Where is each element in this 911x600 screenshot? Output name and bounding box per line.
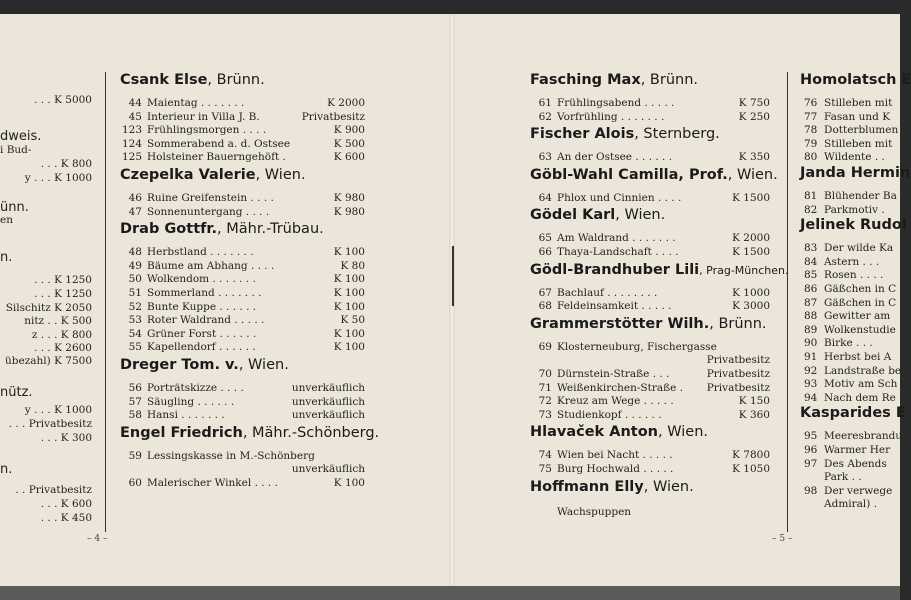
partial-line: . . . K 1250 xyxy=(34,274,92,286)
entry-title: Herbstland . . . . . . . xyxy=(147,246,254,259)
partial-line: 83 Der wilde Ka xyxy=(804,242,894,255)
entry-price: K 100 xyxy=(333,341,365,354)
entry-number: 44 xyxy=(128,97,142,109)
entry-price: K 100 xyxy=(333,273,365,286)
entry-title: Sommerabend a. d. Ostsee xyxy=(147,137,291,150)
entry-title: Säugling . . . . . . xyxy=(147,395,235,408)
entry-price: K 980 xyxy=(333,205,365,218)
entry-number: 73 xyxy=(538,408,552,421)
catalog-entry xyxy=(530,409,770,423)
artist-place: , Brünn. xyxy=(640,72,698,88)
entry-number: 123 xyxy=(121,124,142,137)
page-number-right: – 5 – xyxy=(772,534,793,544)
catalog-entry xyxy=(120,111,365,125)
entry-number: 70 xyxy=(538,368,552,380)
catalog-entry xyxy=(120,409,365,423)
partial-line: 90 Birke . . . xyxy=(804,337,873,350)
artist-place: , Wien. xyxy=(643,478,694,495)
partial-line: . . . K 600 xyxy=(40,498,92,510)
catalog-entry xyxy=(530,287,770,301)
entry-number: 61 xyxy=(538,97,552,109)
partial-line: 95 Meeresbrandu xyxy=(804,430,903,443)
partial-line: 79 Stilleben mit xyxy=(804,137,893,150)
partial-line: 80 Wildente . . xyxy=(804,151,885,164)
entry-number: 51 xyxy=(128,287,142,299)
partial-line: . . . K 5000 xyxy=(34,94,92,106)
partial-line: 86 Gäßchen in C xyxy=(804,283,897,295)
artist-place: , Mähr.-Schönberg. xyxy=(242,424,380,441)
artist-heading xyxy=(530,424,708,440)
entry-title: Feldeinsamkeit . . . . . xyxy=(557,300,672,313)
entry-title: Bunte Kuppe . . . . . . xyxy=(147,300,257,313)
entry-price: K 980 xyxy=(333,192,365,204)
artist-place: , Mähr.-Trübau. xyxy=(217,221,324,238)
entry-continuation xyxy=(120,463,365,477)
entry-title: Bachlauf . . . . . . . . xyxy=(557,286,658,299)
entry-price: Privatbesitz xyxy=(301,110,365,123)
partial-line: dweis. xyxy=(0,129,42,144)
partial-line: Admiral) . xyxy=(804,498,878,511)
catalog-entry xyxy=(120,151,365,165)
entry-number: 69 xyxy=(538,340,552,353)
catalog-entry xyxy=(120,246,365,260)
entry-title: Porträtskizze . . . . xyxy=(147,382,244,394)
catalog-entry xyxy=(120,206,365,220)
entry-price: K 1000 xyxy=(732,286,770,299)
entry-number: 57 xyxy=(128,395,142,408)
artist-heading xyxy=(120,167,306,183)
entry-price: K 1500 xyxy=(732,246,770,258)
catalog-entry xyxy=(120,273,365,287)
artist-name: Czepelka Valerie xyxy=(120,167,256,183)
partial-line: 87 Gäßchen in C xyxy=(804,296,897,309)
artist-name: Csank Else xyxy=(120,72,208,88)
entry-title: Kapellendorf . . . . . . xyxy=(147,341,256,354)
entry-number: 60 xyxy=(128,477,142,489)
catalog-entry xyxy=(120,138,365,152)
partial-line: Park . . xyxy=(804,471,862,484)
artist-name: Göbl-Wahl Camilla, Prof. xyxy=(530,166,728,183)
catalog-entry xyxy=(530,368,770,382)
partial-line: 82 Parkmotiv . xyxy=(804,203,885,216)
entry-number: 71 xyxy=(538,381,552,394)
entry-title: Frühlingsabend . . . . . xyxy=(557,97,675,109)
partial-line: nütz. xyxy=(0,385,33,400)
entry-title: Roter Waldrand . . . . . xyxy=(147,314,265,327)
entry-number: 54 xyxy=(128,327,142,340)
partial-line: nitz . . K 500 xyxy=(24,315,92,327)
entry-number: 53 xyxy=(128,314,142,327)
catalog-entry xyxy=(530,192,770,206)
entry-price: K 7800 xyxy=(732,449,770,462)
entry-number: 47 xyxy=(128,205,142,218)
partial-line: 85 Rosen . . . . xyxy=(804,269,884,282)
catalog-entry xyxy=(530,463,770,477)
entry-number: 72 xyxy=(538,395,552,408)
entry-continuation xyxy=(530,354,770,368)
partial-line: ünn. xyxy=(0,200,29,215)
artist-name: Gödl-Brandhuber Lili xyxy=(530,261,700,278)
entry-number: 66 xyxy=(538,246,552,258)
scan-border xyxy=(0,586,900,600)
entry-title: Studienkopf . . . . . . xyxy=(557,408,662,421)
entry-number: 59 xyxy=(128,449,142,462)
artist-name: Hoffmann Elly xyxy=(530,478,644,495)
artist-heading xyxy=(120,425,379,441)
entry-title: Interieur in Villa J. B. xyxy=(147,110,260,123)
artist-place: , Brünn. xyxy=(207,72,265,88)
entry-title: Lessingskasse in M.-Schönberg xyxy=(147,449,315,462)
entry-number: 64 xyxy=(538,191,552,204)
artist-heading: Homolatsch E xyxy=(800,72,911,88)
artist-heading xyxy=(120,221,324,237)
entry-price: K 1500 xyxy=(732,191,770,204)
entry-number: 56 xyxy=(128,382,142,394)
artist-place: , Wien. xyxy=(615,207,666,224)
artist-place: , Prag-München. xyxy=(699,263,789,277)
entry-title: Sommerland . . . . . . . xyxy=(147,287,262,299)
catalog-entry xyxy=(120,192,365,206)
page-number-left: – 4 – xyxy=(87,534,108,544)
entry-title: Hansi . . . . . . . xyxy=(147,409,225,422)
entry-title: Phlox und Cinnien . . . . xyxy=(557,191,682,204)
entry-title: Ruine Greifenstein . . . . xyxy=(147,192,274,204)
artist-heading xyxy=(530,126,720,142)
entry-number: 46 xyxy=(128,192,142,204)
right-partial-column xyxy=(800,0,911,560)
catalog-entry xyxy=(120,314,365,328)
entry-title: Klosterneuburg, Fischergasse xyxy=(557,340,717,353)
entry-number: 50 xyxy=(128,273,142,286)
entry-title: Weißenkirchen-Straße . xyxy=(557,381,683,394)
catalog-entry xyxy=(530,97,770,111)
entry-title: Wolkendom . . . . . . . xyxy=(147,273,256,286)
catalog-entry xyxy=(120,287,365,301)
catalog-entry xyxy=(530,449,770,463)
catalog-entry xyxy=(530,300,770,314)
entry-title: Dürnstein-Straße . . . xyxy=(557,368,670,380)
partial-line: n. xyxy=(0,462,13,477)
entry-price: K 750 xyxy=(738,97,770,109)
catalog-entry xyxy=(530,151,770,165)
entry-number: 74 xyxy=(538,449,552,462)
entry-price: K 500 xyxy=(333,137,365,150)
entry-title: Bäume am Abhang . . . . xyxy=(147,259,275,272)
entry-title: Kreuz am Wege . . . . . xyxy=(557,395,674,408)
artist-name: Engel Friedrich xyxy=(120,424,243,441)
artist-name: Fischer Alois xyxy=(530,126,635,143)
partial-line: 89 Wolkenstudie xyxy=(804,323,896,336)
partial-line: 96 Warmer Her xyxy=(804,444,891,456)
artist-note: Wachspuppen xyxy=(557,505,632,518)
partial-line: 81 Blühender Ba xyxy=(804,190,897,202)
partial-line: 92 Landstraße be xyxy=(804,364,902,377)
partial-line: Silschitz K 2050 xyxy=(5,302,92,314)
artist-name: Dreger Tom. v. xyxy=(120,357,239,373)
catalog-entry xyxy=(530,395,770,409)
catalog-entry xyxy=(120,396,365,410)
catalog-entry xyxy=(530,382,770,396)
entry-number: 45 xyxy=(128,110,142,123)
partial-line: 97 Des Abends xyxy=(804,457,887,470)
artist-name: Drab Gottfr. xyxy=(120,221,218,238)
entry-price: K 1050 xyxy=(732,463,770,475)
partial-line: i Bud- xyxy=(0,144,32,156)
partial-line: 77 Fasan und K xyxy=(804,110,891,123)
entry-number: 62 xyxy=(538,110,552,123)
catalog-entry xyxy=(120,260,365,274)
entry-price: K 150 xyxy=(738,395,770,408)
column-rule-left xyxy=(105,72,106,532)
catalog-entry xyxy=(120,450,365,464)
entry-price: K 3000 xyxy=(732,300,770,313)
entry-price: unverkäuflich xyxy=(291,463,365,476)
entry-number: 52 xyxy=(128,300,142,313)
entry-price: K 100 xyxy=(333,477,365,489)
entry-number: 65 xyxy=(538,232,552,245)
entry-price: K 100 xyxy=(333,300,365,313)
entry-price: Privatbesitz xyxy=(706,354,770,367)
artist-heading xyxy=(120,357,289,373)
entry-number: 55 xyxy=(128,341,142,354)
catalog-entry xyxy=(530,246,770,260)
catalog-entry xyxy=(120,124,365,138)
partial-line: y . . . K 1000 xyxy=(24,172,92,184)
artist-heading xyxy=(120,72,265,88)
partial-line: . . . K 300 xyxy=(40,432,92,444)
entry-number: 63 xyxy=(538,151,552,164)
partial-line: z . . . K 800 xyxy=(31,329,92,341)
artist-heading: Kasparides E xyxy=(800,405,906,422)
entry-number: 49 xyxy=(128,259,142,272)
artist-heading xyxy=(530,207,665,223)
partial-line: 76 Stilleben mit xyxy=(804,97,893,109)
catalog-entry xyxy=(120,301,365,315)
artist-name: Grammerstötter Wilh. xyxy=(530,315,710,332)
partial-line: y . . . K 1000 xyxy=(24,404,92,416)
partial-line: 93 Motiv am Sch xyxy=(804,378,898,391)
entry-number: 58 xyxy=(128,409,142,422)
entry-title: Vorfrühling . . . . . . . xyxy=(557,110,665,123)
entry-price: K 600 xyxy=(333,151,365,164)
partial-line: 91 Herbst bei A xyxy=(804,351,892,363)
artist-place: , Wien. xyxy=(727,166,778,183)
catalog-entry xyxy=(120,328,365,342)
entry-price: K 250 xyxy=(738,110,770,123)
artist-place: , Wien. xyxy=(658,424,709,441)
artist-heading xyxy=(530,167,778,183)
artist-heading xyxy=(530,316,767,332)
partial-line: . . . K 800 xyxy=(40,158,92,170)
entry-price: K 350 xyxy=(738,151,770,164)
partial-line: 78 Dotterblumen xyxy=(804,124,899,137)
entry-title: Grüner Forst . . . . . . xyxy=(147,327,257,340)
entry-title: Wien bei Nacht . . . . . xyxy=(557,449,673,462)
partial-line: übezahl) K 7500 xyxy=(5,355,92,367)
artist-heading xyxy=(530,479,694,495)
artist-heading: Janda Hermin xyxy=(800,165,911,181)
entry-price: Privatbesitz xyxy=(706,381,770,394)
entry-number: 124 xyxy=(121,137,142,150)
entry-price: K 100 xyxy=(333,327,365,340)
artist-heading: Jelinek Rudol xyxy=(800,217,907,234)
entry-title: Malerischer Winkel . . . . xyxy=(147,477,278,489)
catalog-entry xyxy=(120,341,365,355)
entry-price: K 80 xyxy=(340,259,365,272)
entry-price: unverkäuflich xyxy=(291,395,365,408)
partial-line: . . . Privatbesitz xyxy=(8,418,92,430)
entry-title: Maientag . . . . . . . xyxy=(147,97,245,109)
artist-place: , Brünn. xyxy=(709,315,767,332)
artist-place: , Wien. xyxy=(255,167,306,183)
catalog-entry xyxy=(120,477,365,491)
artist-heading xyxy=(530,72,698,88)
partial-line: en xyxy=(0,214,13,226)
artist-name: Hlavaček Anton xyxy=(530,424,659,441)
partial-line: 88 Gewitter am xyxy=(804,310,891,323)
entry-title: An der Ostsee . . . . . . xyxy=(557,151,673,164)
column-rule-right xyxy=(787,72,788,532)
artist-name: Gödel Karl xyxy=(530,207,616,224)
entry-price: Privatbesitz xyxy=(706,368,770,380)
entry-number: 68 xyxy=(538,300,552,313)
partial-line: . . Privatbesitz xyxy=(15,484,92,496)
entry-title: Burg Hochwald . . . . . xyxy=(557,463,674,475)
entry-price: unverkäuflich xyxy=(291,382,365,394)
entry-title: Sonnenuntergang . . . . xyxy=(147,205,270,218)
catalog-entry xyxy=(530,111,770,125)
partial-line: 84 Astern . . . xyxy=(804,255,880,268)
entry-number: 125 xyxy=(121,151,142,164)
catalog-entry xyxy=(530,341,770,355)
partial-line: . . . K 450 xyxy=(40,512,92,524)
entry-price: K 2000 xyxy=(327,97,365,109)
entry-title: Am Waldrand . . . . . . . xyxy=(557,232,676,245)
partial-line: 98 Der verwege xyxy=(804,484,893,497)
entry-price: K 100 xyxy=(333,287,365,299)
entry-price: K 2000 xyxy=(732,232,770,245)
catalog-entry xyxy=(120,97,365,111)
artist-name: Fasching Max xyxy=(530,72,641,88)
entry-price: K 900 xyxy=(333,124,365,137)
artist-place: , Sternberg. xyxy=(634,126,720,143)
catalog-entry xyxy=(120,382,365,396)
entry-number: 67 xyxy=(538,286,552,299)
partial-line: . . . K 2600 xyxy=(34,342,92,354)
entry-title: Holsteiner Bauerngehöft . xyxy=(147,151,286,164)
binding-stitch xyxy=(452,246,454,306)
entry-number: 75 xyxy=(538,463,552,475)
entry-number: 48 xyxy=(128,246,142,259)
entry-title: Thaya-Landschaft . . . . xyxy=(557,246,679,258)
entry-price: K 50 xyxy=(340,314,365,327)
entry-price: unverkäuflich xyxy=(291,409,365,422)
partial-line: . . . K 1250 xyxy=(34,288,92,300)
entry-price: K 100 xyxy=(333,246,365,259)
entry-price: K 360 xyxy=(738,408,770,421)
partial-line: n. xyxy=(0,250,13,265)
catalog-entry xyxy=(530,232,770,246)
artist-place: , Wien. xyxy=(238,357,289,373)
partial-line: 94 Nach dem Re xyxy=(804,391,896,404)
entry-title: Frühlingsmorgen . . . . xyxy=(147,124,267,137)
artist-heading xyxy=(530,262,788,278)
